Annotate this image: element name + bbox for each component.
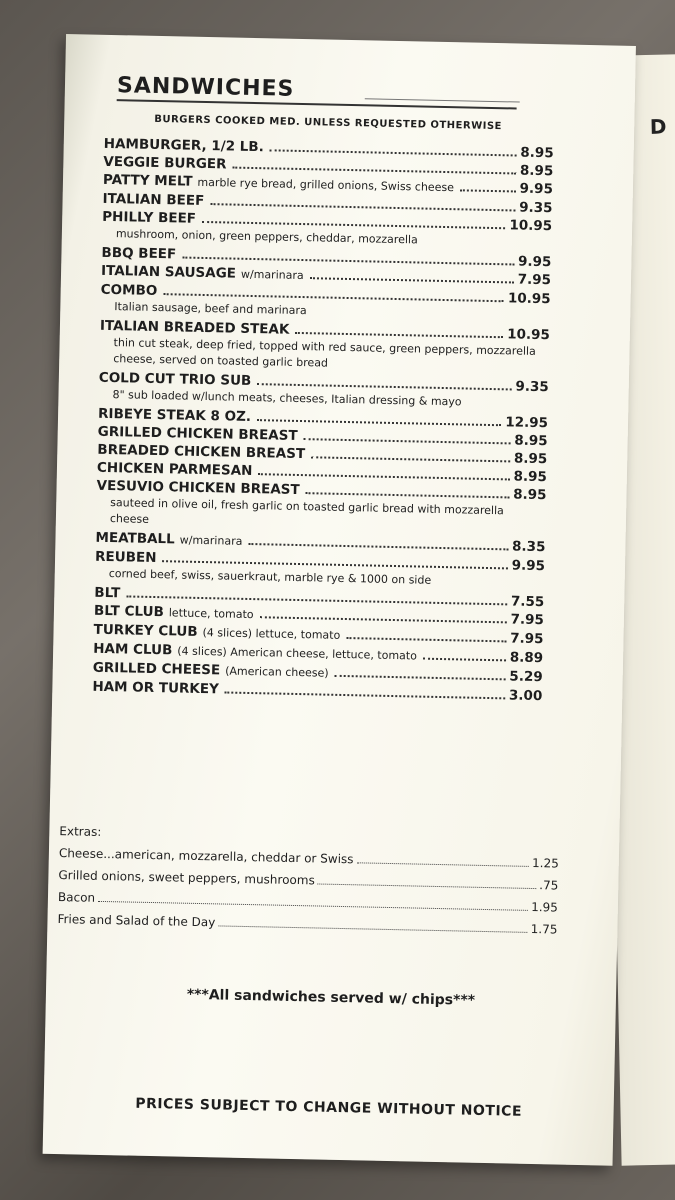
menu-item-price: 5.29: [509, 668, 543, 686]
menu-item-name: COMBO: [100, 281, 158, 299]
menu-item-name: RIBEYE STEAK 8 OZ.: [97, 405, 252, 425]
menu-item-name: BBQ BEEF: [101, 244, 177, 263]
dot-leader: [270, 149, 517, 156]
menu-item-inline-note: lettuce, tomato: [168, 606, 254, 622]
section-title: SANDWICHES: [116, 73, 295, 102]
menu-item-inline-note: (American cheese): [225, 664, 329, 680]
dot-leader: [346, 637, 506, 642]
menu-item-price: 10.95: [506, 326, 551, 344]
dot-leader: [257, 383, 511, 390]
dot-leader: [310, 277, 514, 283]
menu-item-name: TURKEY CLUB: [93, 621, 198, 640]
menu-item-price: 10.95: [507, 290, 551, 308]
menu-item-name: ITALIAN BREADED STEAK: [99, 317, 290, 338]
extras-section: [57, 824, 559, 940]
dot-leader: [225, 692, 505, 700]
extra-item-name: Fries and Salad of the Day: [57, 912, 216, 930]
dot-leader: [232, 167, 516, 175]
menu-item-name: ITALIAN BEEF: [102, 190, 205, 209]
chips-note: ***All sandwiches served w/ chips***: [186, 986, 476, 1009]
extras-label: Extras:: [59, 824, 102, 839]
menu-item-price: 9.35: [515, 378, 549, 396]
extra-item-price: .75: [539, 878, 559, 893]
price-notice: PRICES SUBJECT TO CHANGE WITHOUT NOTICE: [135, 1095, 523, 1120]
menu-item-name: VEGGIE BURGER: [103, 153, 227, 173]
menu-item-description: Italian sausage, beef and marinara: [114, 300, 307, 318]
menu-item-description: mushroom, onion, green peppers, cheddar, mozzarella: [115, 227, 418, 247]
extra-item-name: Cheese...american, mozzarella, cheddar or Swiss: [58, 846, 354, 867]
menu-item-name: REUBEN: [94, 548, 157, 567]
menu-item-price: 9.95: [519, 180, 554, 198]
menu-item-name: MEATBALL: [95, 529, 175, 548]
menu-item-name: BREADED CHICKEN BREAST: [97, 441, 306, 463]
menu-item-price: 10.95: [509, 217, 553, 235]
dot-leader: [258, 473, 509, 480]
menu-item-price: 9.95: [517, 253, 552, 271]
dot-leader: [460, 189, 516, 192]
menu-item-price: 8.95: [514, 432, 548, 450]
dot-leader: [257, 419, 501, 426]
menu-item-price: 8.89: [509, 649, 544, 667]
dot-leader: [304, 438, 511, 444]
menu-item-name: ITALIAN SAUSAGE: [100, 262, 237, 282]
menu-item-inline-note: w/marinara: [240, 267, 304, 283]
menu-item-price: 7.55: [510, 593, 545, 611]
dot-leader: [248, 543, 508, 550]
menu-item-name: PHILLY BEEF: [102, 208, 197, 227]
menu-item-price: 7.95: [510, 630, 544, 648]
menu-item-price: 8.95: [513, 450, 548, 468]
menu-item-name: BLT CLUB: [93, 602, 165, 621]
menu-item-name: COLD CUT TRIO SUB: [98, 369, 252, 389]
extra-item-price: 1.95: [531, 899, 559, 915]
menu-item-price: 8.35: [511, 538, 546, 556]
dot-leader: [260, 616, 507, 623]
menu-item-name: GRILLED CHEESE: [92, 659, 221, 679]
menu-item-description: sauteed in olive oil, fresh garlic on toasted garlic bread with mozzarella cheese: [109, 496, 504, 526]
menu-item-name: HAM CLUB: [93, 640, 173, 659]
adjacent-page-fragment: D: [649, 114, 667, 139]
dot-leader: [335, 675, 506, 681]
menu-item-price: 3.00: [508, 687, 543, 705]
menu-item-name: HAM OR TURKEY: [92, 678, 220, 698]
menu-item-price: 7.95: [510, 611, 545, 629]
dot-leader: [318, 883, 536, 889]
section-subtitle: BURGERS COOKED MED. UNLESS REQUESTED OTHERWISE: [154, 113, 503, 133]
menu-page: [43, 34, 636, 1166]
menu-item-price: 12.95: [505, 414, 549, 432]
dot-leader: [356, 862, 529, 867]
menu-item-price: 8.95: [513, 468, 548, 486]
menu-item-description: corned beef, swiss, sauerkraut, marble rye & 1000 on side: [108, 567, 432, 587]
title-accent-line: [365, 98, 520, 102]
menu-item-name: HAMBURGER, 1/2 LB.: [103, 135, 264, 156]
menu-item-price: 8.95: [513, 486, 547, 504]
dot-leader: [218, 925, 527, 932]
dot-leader: [295, 332, 503, 338]
menu-item-description: 8" sub loaded w/lunch meats, cheeses, Italian dressing & mayo: [112, 388, 462, 409]
menu-item-name: BLT: [94, 584, 121, 602]
menu-item-price: 8.95: [520, 144, 554, 162]
menu-item-name: GRILLED CHICKEN BREAST: [97, 423, 298, 444]
menu-item-inline-note: (4 slices) American cheese, lettuce, tomato: [177, 644, 418, 663]
menu-item-name: PATTY MELT: [102, 171, 193, 190]
menu-item-description: thin cut steak, deep fried, topped with red sauce, green peppers, mozzarella cheese, served on toasted garlic bread: [113, 336, 536, 370]
dot-leader: [423, 658, 506, 662]
dot-leader: [311, 456, 510, 462]
menu-item-price: 7.95: [517, 271, 552, 289]
extras-list: [57, 842, 559, 940]
extra-item-price: 1.75: [530, 921, 558, 937]
extra-item-name: Grilled onions, sweet peppers, mushrooms: [58, 868, 315, 888]
menu-item-name: VESUVIO CHICKEN BREAST: [96, 477, 300, 499]
menu-item-name: CHICKEN PARMESAN: [96, 459, 253, 480]
menu-item-price: 9.95: [511, 557, 546, 575]
menu-item-price: 9.35: [519, 199, 553, 217]
extra-item-name: Bacon: [57, 890, 96, 905]
extra-item-price: 1.25: [531, 855, 559, 871]
menu-item-inline-note: w/marinara: [179, 533, 243, 548]
menu-item-price: 8.95: [519, 162, 554, 180]
dot-leader: [306, 492, 510, 498]
menu-item-inline-note: marble rye bread, grilled onions, Swiss cheese: [197, 175, 455, 195]
menu-item-inline-note: (4 slices) lettuce, tomato: [202, 626, 341, 642]
menu-item-list: [92, 135, 554, 705]
